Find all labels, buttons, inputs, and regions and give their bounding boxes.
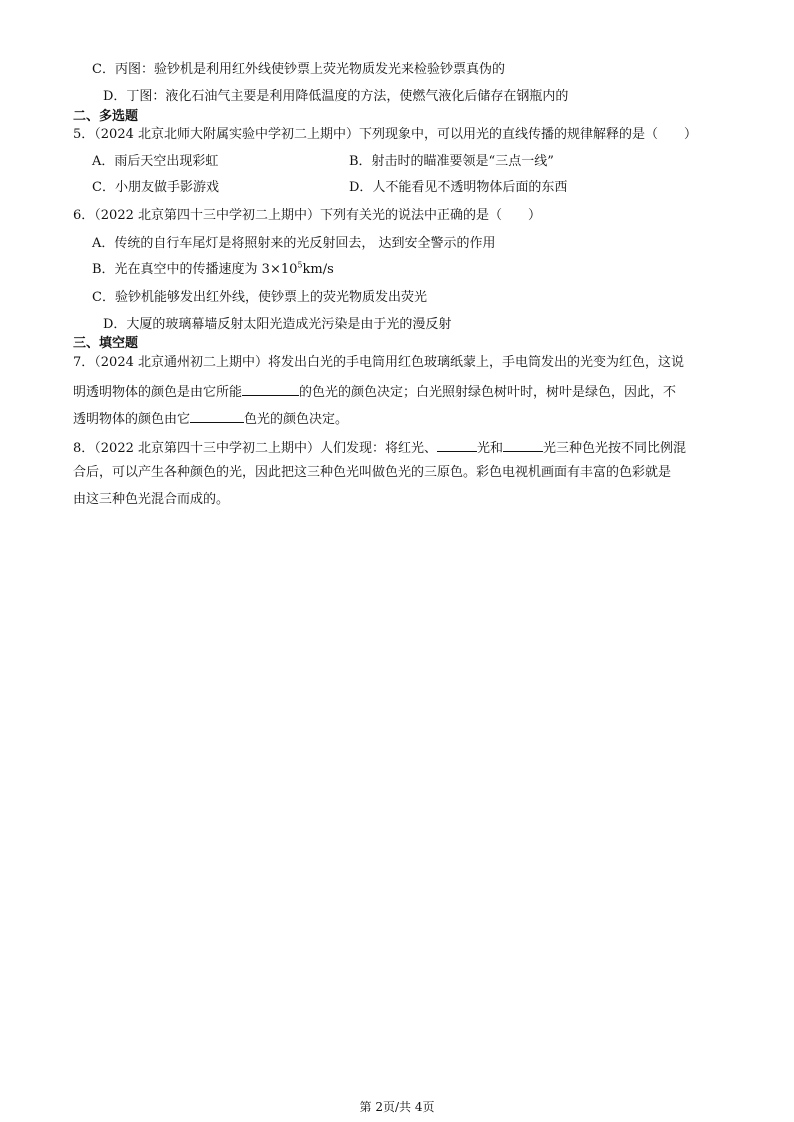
question-5-option-b: B．射击时的瞄准要领是“三点一线” <box>349 154 554 169</box>
answer-blank <box>242 382 299 396</box>
question-5-option-c: C．小朋友做手影游戏 <box>92 180 219 195</box>
question-7-line-1: 7．（2024 北京通州初二上期中）将发出白光的手电筒用红色玻璃纸蒙上，手电筒发出的光变为红色，这说 <box>73 355 684 370</box>
question-6-option-b: B．光在真空中的传播速度为 $3\times 10^5km/s$ <box>92 260 334 277</box>
question-8-line-1: 8．（2022 北京第四十三中学初二上期中）人们发现：将红光、 光和 光三种色光按不同比例混 <box>73 438 686 457</box>
option-c-prev: C．丙图：验钞机是利用红外线使钞票上荧光物质发光来检验钞票真伪的 <box>92 62 505 77</box>
section-title-fill-in: 三、填空题 <box>73 336 139 351</box>
question-6-option-d: D．大厦的玻璃幕墙反射太阳光造成光污染是由于光的漫反射 <box>103 317 452 332</box>
question-7-line-2: 明透明物体的颜色是由它所能 的色光的颜色决定；白光照射绿色树叶时，树叶是绿色，因此，不 <box>73 382 676 401</box>
question-5-option-a: A．雨后天空出现彩虹 <box>92 154 219 169</box>
page-number: 第 2页/共 4页 <box>359 1100 435 1114</box>
answer-blank <box>437 438 477 452</box>
question-6-stem: 6．（2022 北京第四十三中学初二上期中）下列有关光的说法中正确的是（ ） <box>73 208 541 223</box>
option-d-prev: D．丁图：液化石油气主要是利用降低温度的方法，使燃气液化后储存在钢瓶内的 <box>103 89 569 104</box>
question-6-option-c: C．验钞机能够发出红外线，使钞票上的荧光物质发出荧光 <box>92 290 427 305</box>
question-8-line-2: 合后，可以产生各种颜色的光，因此把这三种色光叫做色光的三原色。彩色电视机画面有丰富的色彩就是 <box>73 465 672 480</box>
question-6-option-a: A．传统的自行车尾灯是将照射来的光反射回去， 达到安全警示的作用 <box>92 236 496 251</box>
question-8-line-3: 由这三种色光混合而成的。 <box>73 492 230 507</box>
section-title-multiple-choice: 二、多选题 <box>73 109 139 124</box>
answer-blank <box>503 438 543 452</box>
question-5-option-d: D．人不能看见不透明物体后面的东西 <box>349 180 568 195</box>
question-7-line-3: 透明物体的颜色由它 色光的颜色决定。 <box>73 409 348 428</box>
answer-blank <box>190 409 244 423</box>
question-5-stem: 5．（2024 北京北师大附属实验中学初二上期中）下列现象中，可以用光的直线传播的规律解释的是（ ） <box>73 127 697 142</box>
